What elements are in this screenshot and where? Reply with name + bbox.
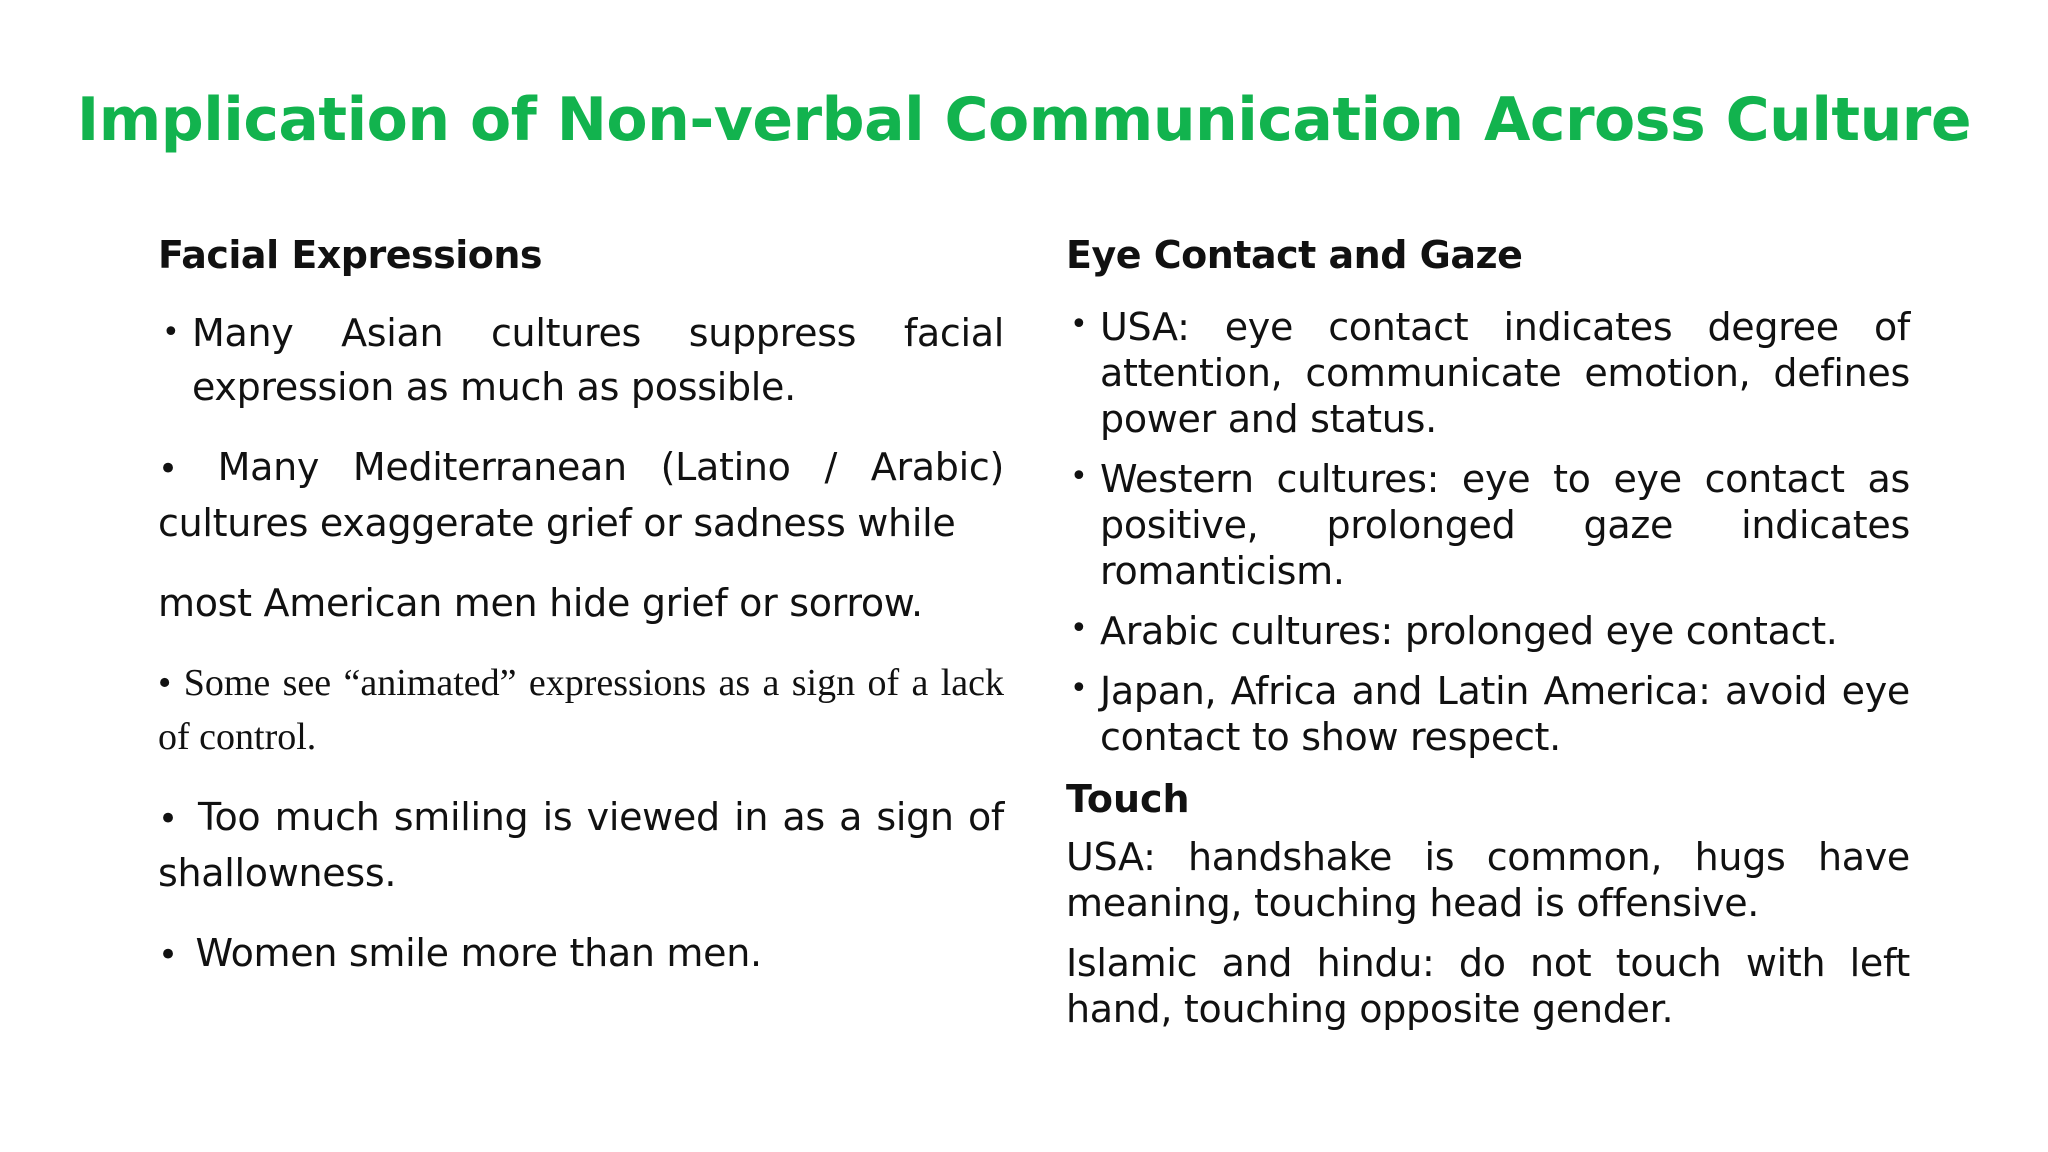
list-item: [1066, 608, 1910, 654]
list-item-text: Many Mediterranean (Latino / Arabic) cultures exaggerate grief or sadness while: [158, 445, 1004, 545]
list-item: [158, 306, 1004, 414]
list-item-text: Women smile more than men.: [195, 931, 762, 975]
bullet-icon: •: [1070, 611, 1088, 646]
bullet-icon: •: [1070, 671, 1088, 706]
list-item-text: Many Asian cultures suppress facial expression as much as possible.: [192, 311, 1004, 409]
paragraph: most American men hide grief or sorrow.: [158, 581, 923, 625]
list-item: [1066, 456, 1910, 594]
bullet-icon: •: [158, 935, 178, 975]
list-item: [158, 926, 1004, 982]
list-item-text: Some see “animated” expressions as a sign of a lack of control.: [158, 662, 1005, 758]
list-item-text: USA: eye contact indicates degree of attention, communicate emotion, defines power and status.: [1100, 305, 1910, 441]
slide-title: Implication of Non-verbal Communication Across Culture: [76, 85, 1972, 155]
list-item: [158, 440, 1004, 550]
bullet-icon: •: [158, 449, 178, 489]
facial-expressions-heading: Facial Expressions: [158, 233, 543, 277]
list-item-text: Arabic cultures: prolonged eye contact.: [1100, 609, 1838, 653]
touch-heading: Touch: [1066, 777, 1190, 821]
bullet-icon: •: [162, 315, 180, 350]
left-column: [158, 228, 1004, 1008]
list-item-text: Japan, Africa and Latin America: avoid eye contact to show respect.: [1100, 669, 1910, 759]
paragraph: USA: handshake is common, hugs have meaning, touching head is offensive.: [1066, 835, 1910, 925]
bullet-icon: •: [1070, 459, 1088, 494]
list-item: [158, 656, 1004, 764]
paragraph: Islamic and hindu: do not touch with left hand, touching opposite gender.: [1066, 941, 1910, 1031]
list-item: [1066, 304, 1910, 442]
bullet-icon: •: [158, 799, 178, 839]
list-item-text: Western cultures: eye to eye contact as positive, prolonged gaze indicates romanticism.: [1100, 457, 1910, 593]
eye-contact-heading: Eye Contact and Gaze: [1066, 233, 1523, 277]
right-column: [1066, 228, 1910, 1046]
list-item: [1066, 668, 1910, 760]
list-item-text: Too much smiling is viewed in as a sign of shallowness.: [158, 795, 1004, 895]
bullet-icon: •: [158, 662, 172, 704]
list-item: [158, 790, 1004, 900]
bullet-icon: •: [1070, 307, 1088, 342]
